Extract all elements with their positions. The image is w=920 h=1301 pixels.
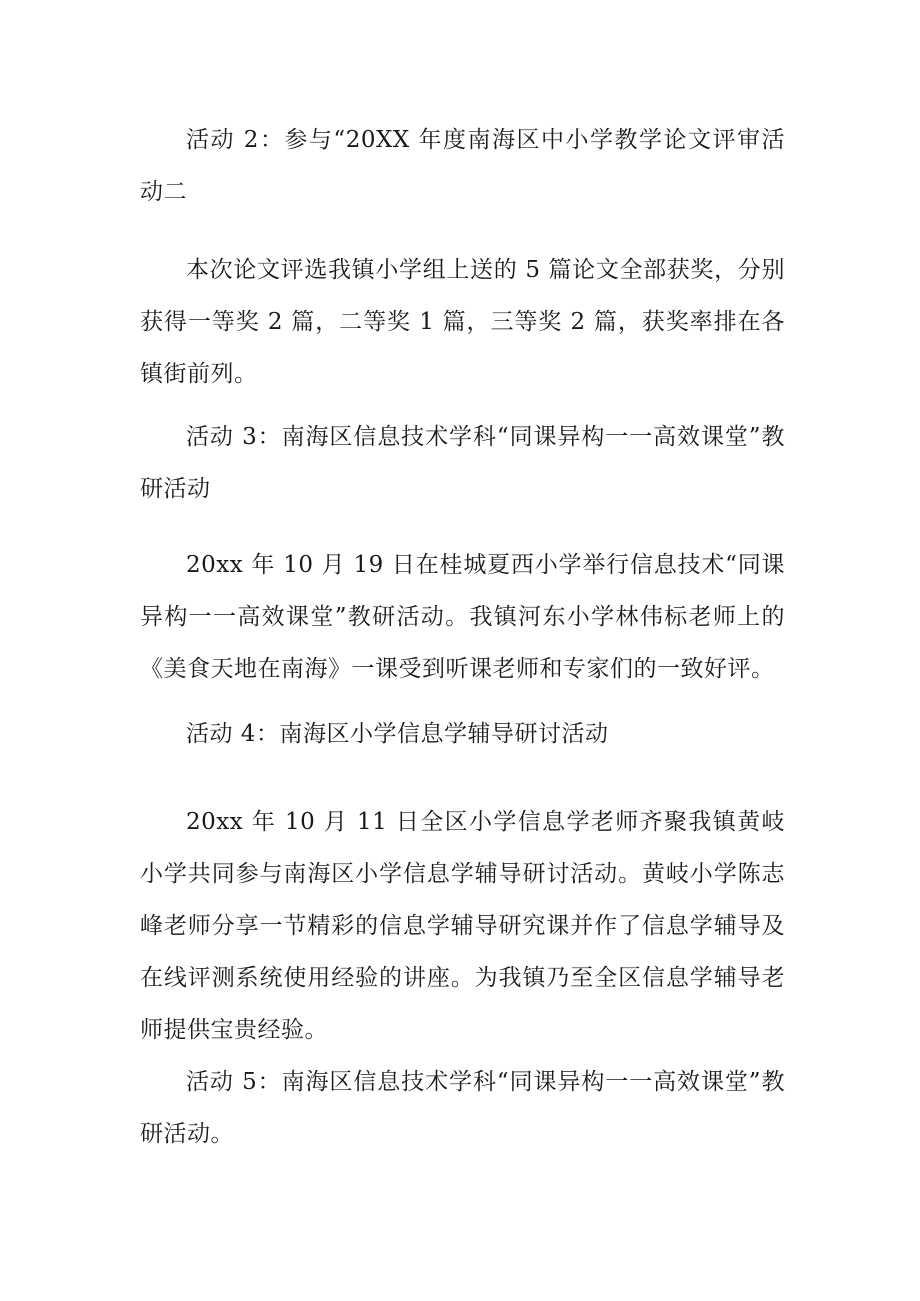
paragraph-activity-4-detail: 20xx 年 10 月 11 日全区小学信息学老师齐聚我镇黄岐小学共同参与南海区小学信息学辅导研讨活动。黄岐小学陈志峰老师分享一节精彩的信息学辅导研究课并作了信息学辅导及在线评测系统使用经验的讲座。为我镇乃至全区信息学辅导老师提供宝贵经验。	[140, 809, 785, 1043]
paragraph-activity-3-detail: 20xx 年 10 月 19 日在桂城夏西小学举行信息技术“同课异构一一高效课堂”教研活动。我镇河东小学林伟标老师上的《美食天地在南海》一课受到听课老师和专家们的一致好评。	[140, 552, 785, 682]
paragraph-activity-2-result: 本次论文评选我镇小学组上送的 5 篇论文全部获奖，分别获得一等奖 2 篇，二等奖 1 篇，三等奖 2 篇，获奖率排在各镇街前列。	[140, 257, 785, 387]
heading-activity-5: 活动 5：南海区信息技术学科“同课异构一一高效课堂”教研活动。	[140, 1069, 785, 1147]
heading-activity-3: 活动 3：南海区信息技术学科“同课异构一一高效课堂”教研活动	[140, 424, 785, 502]
heading-activity-4: 活动 4：南海区小学信息学辅导研讨活动	[186, 721, 609, 747]
heading-activity-2: 活动 2：参与“20XX 年度南海区中小学教学论文评审活动二	[140, 127, 785, 205]
